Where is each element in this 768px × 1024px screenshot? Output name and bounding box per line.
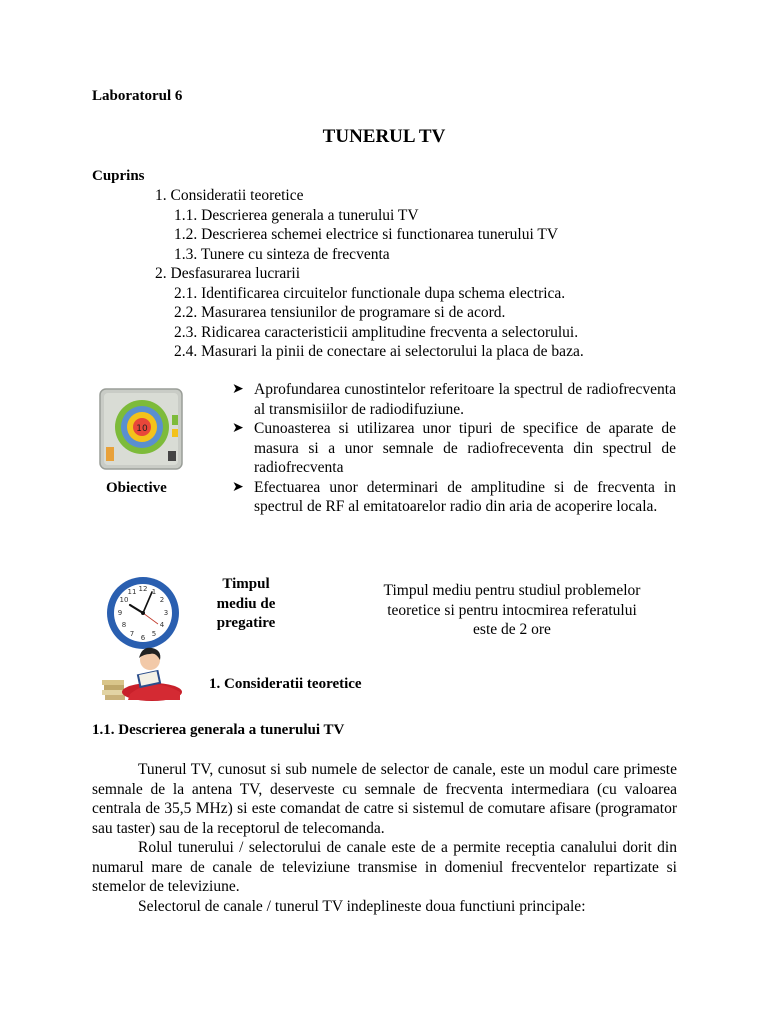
svg-text:2: 2 <box>159 596 165 604</box>
svg-text:12: 12 <box>138 585 148 593</box>
objectives-list <box>232 380 676 517</box>
svg-text:9: 9 <box>117 609 123 617</box>
objective-item: ➤ Efectuarea unor determinari de amplitudine si de frecventa in spectrul de RF al emitatoarelor radio din aria de acoperire locala. <box>232 478 676 515</box>
svg-text:10: 10 <box>119 596 129 604</box>
svg-text:7: 7 <box>129 630 135 638</box>
toc-item: 1.3. Tunere cu sinteza de frecventa <box>174 246 390 263</box>
svg-text:3: 3 <box>163 609 169 617</box>
objectives-label: Obiective <box>106 480 167 496</box>
svg-text:4: 4 <box>159 621 165 629</box>
timp-description: Timpul mediu pentru studiul problemelor teoretice si pentru intocmirea referatului este de 2 ore <box>383 582 641 638</box>
section-1-1-heading: 1.1. Descrierea generala a tunerului TV <box>92 722 345 738</box>
paragraph: Tunerul TV, cunosut si sub numele de selector de canale, este un modul care primeste semnale de la antena TV, deserveste cu semnale de frecventa intermediara (cu valoarea centrala de 35,5 MHz) si este comandat de catre si sistemul de comutare afisare (programator sau taster) sau de la receptorul de telecomanda. <box>92 761 677 837</box>
svg-text:5: 5 <box>151 630 157 638</box>
arrow-bullet-icon: ➤ <box>232 421 244 436</box>
toc-item: 1. Consideratii teoretice <box>155 187 304 204</box>
toc-item: 2.4. Masurari la pinii de conectare ai selectorului la placa de baza. <box>174 343 584 360</box>
reading-person-icon <box>100 646 186 702</box>
svg-text:8: 8 <box>121 621 127 629</box>
target-board-icon <box>96 385 188 475</box>
section-1-heading: 1. Consideratii teoretice <box>209 676 362 692</box>
clock-icon <box>104 574 182 652</box>
objective-item: ➤ Aprofundarea cunostintelor referitoare la spectrul de radiofrecventa al transmisiilor de radiodifuziune. <box>232 381 676 418</box>
arrow-bullet-icon: ➤ <box>232 479 244 495</box>
toc-item: 1.2. Descrierea schemei electrice si functionarea tunerului TV <box>174 226 559 243</box>
toc-item: 2.3. Ridicarea caracteristicii amplitudine frecventa a selectorului. <box>174 324 579 341</box>
document-title: TUNERUL TV <box>322 126 446 147</box>
svg-text:11: 11 <box>127 588 137 596</box>
toc-item: 2. Desfasurarea lucrarii <box>155 265 301 282</box>
toc-item: 2.2. Masurarea tensiunilor de programare si de acord. <box>174 304 506 321</box>
lab-number: Laboratorul 6 <box>92 88 183 104</box>
toc-item: 1.1. Descrierea generala a tunerului TV <box>174 207 419 224</box>
timp-label: Timpul mediu de pregatire <box>216 576 276 631</box>
paragraph: Selectorul de canale / tunerul TV indeplineste doua functiuni principale: <box>138 897 586 915</box>
objective-item: ➤ Cunoasterea si utilizarea unor tipuri de specifice de aparate de masura si a unor semnale de radiofreceventa din spectrul de radiofrecventa <box>232 420 676 476</box>
paragraph: Rolul tunerului / selectorului de canale este de a permite receptia canalului dorit din numarul mare de canale de televiziune transmise in domeniul frecventelor repartizate si stemelor de televiziune. <box>92 839 677 895</box>
arrow-bullet-icon: ➤ <box>232 382 244 397</box>
svg-text:6: 6 <box>140 634 146 642</box>
target-number: 10 <box>136 424 148 434</box>
section-body <box>92 760 677 916</box>
toc-item: 2.1. Identificarea circuitelor functionale dupa schema electrica. <box>174 285 566 302</box>
cuprins-heading: Cuprins <box>92 168 145 184</box>
svg-text:1: 1 <box>151 588 157 596</box>
